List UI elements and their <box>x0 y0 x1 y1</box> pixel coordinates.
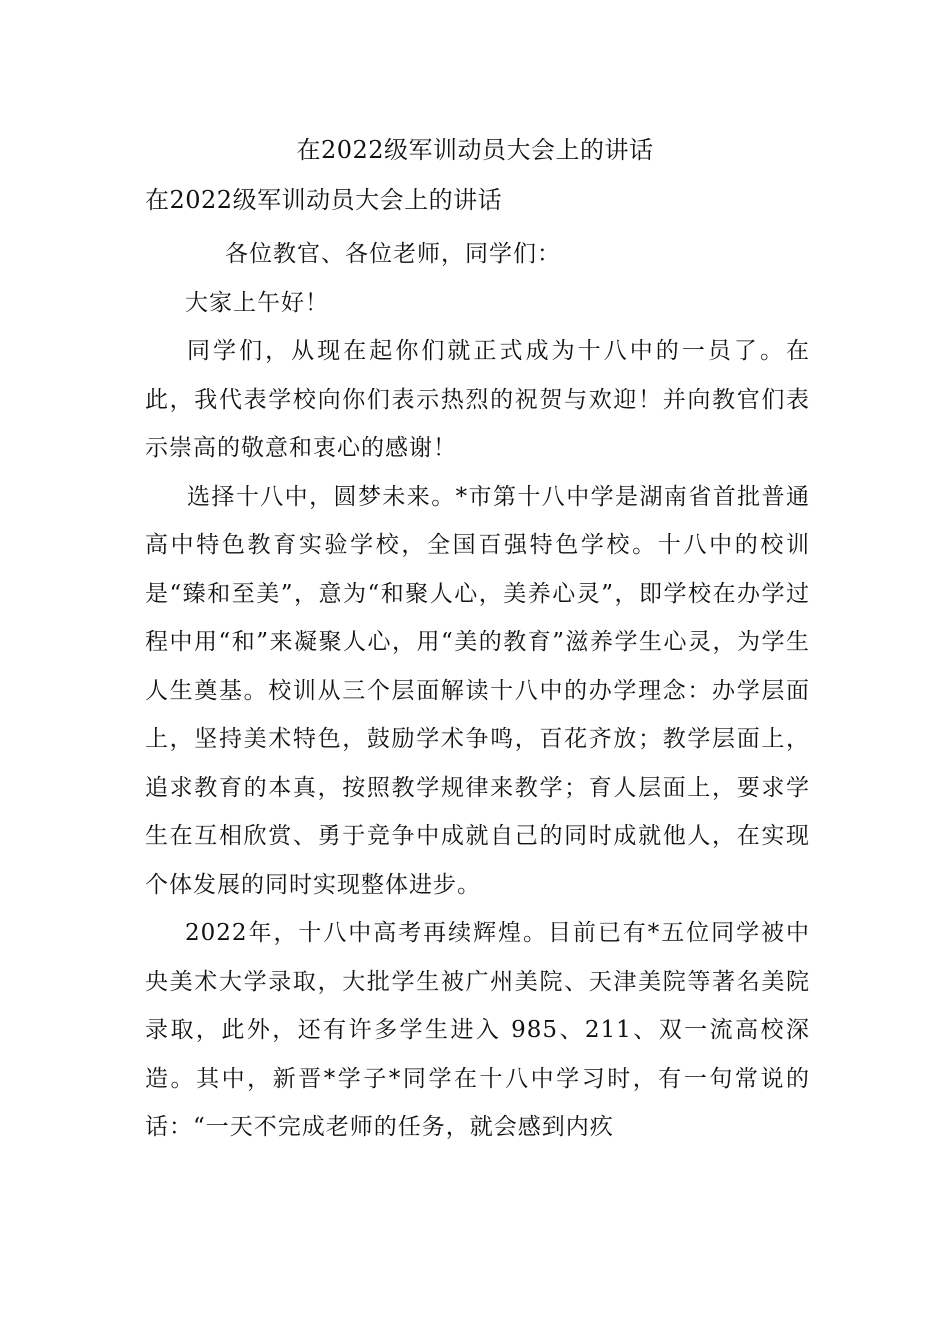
document-subtitle: 在2022级军训动员大会上的讲话 <box>145 186 503 214</box>
paragraph-welcome: 同学们，从现在起你们就正式成为十八中的一员了。在此，我代表学校向你们表示热烈的祝贺与欢迎！并向教官们表示崇高的敬意和衷心的感谢！ <box>145 338 810 461</box>
document-body <box>145 230 810 1152</box>
document-title: 在2022级军训动员大会上的讲话 <box>296 136 654 164</box>
paragraph-school-motto: 选择十八中，圆梦未来。*市第十八中学是湖南省首批普通高中特色教育实验学校，全国百强特色学校。十八中的校训是“臻和至美”，意为“和聚人心，美养心灵”，即学校在办学过程中用“和”来凝聚人心，用“美的教育”滋养学生心灵，为学生人生奠基。校训从三个层面解读十八中的办学理念：办学层面上，坚持美术特色，鼓励学术争鸣，百花齐放；教学层面上，追求教育的本真，按照教学规律来教学；育人层面上，要求学生在互相欣赏、勇于竞争中成就自己的同时成就他人，在实现个体发展的同时实现整体进步。 <box>145 483 810 898</box>
greeting: 大家上午好！ <box>185 289 329 316</box>
salutation: 各位教官、各位老师，同学们： <box>225 241 561 267</box>
paragraph-exam-results: 2022年，十八中高考再续辉煌。目前已有*五位同学被中央美术大学录取，大批学生被广州美院、天津美院等著名美院录取，此外，还有许多学生进入 985、211、双一流高校深造。其中，新晋*学子*同学在十八中学习时，有一句常说的话：“一天不完成老师的任务，就会感到内疚 <box>145 920 810 1140</box>
